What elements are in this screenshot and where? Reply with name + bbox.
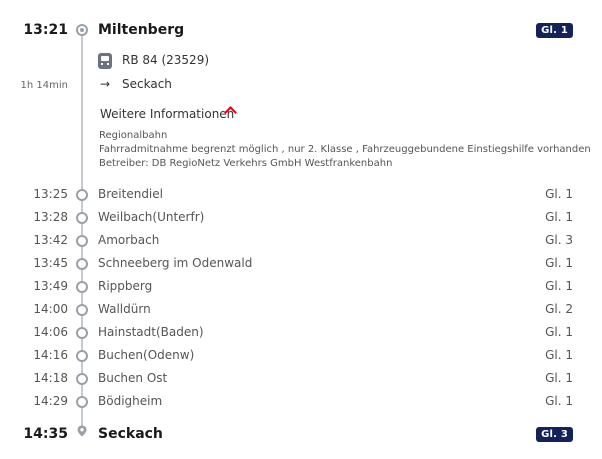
- stop-time: 13:28: [33, 210, 68, 224]
- stop-track: Gl. 2: [545, 302, 573, 316]
- stop-name: Rippberg: [98, 279, 153, 293]
- location-pin-icon: [76, 425, 88, 437]
- destination-station: Seckach: [98, 426, 163, 442]
- stop-track: Gl. 1: [545, 394, 573, 408]
- train-direction: Seckach: [122, 77, 172, 91]
- stop-track: Gl. 1: [545, 256, 573, 270]
- stop-marker: [76, 189, 88, 201]
- stop-time: 14:18: [33, 371, 68, 385]
- info-train-type: Regionalbahn: [99, 130, 168, 141]
- stop-track: Gl. 3: [545, 233, 573, 247]
- stop-track: Gl. 1: [545, 348, 573, 362]
- journey-duration: 1h 14min: [20, 80, 68, 91]
- stop-marker: [76, 235, 88, 247]
- stop-name: Hainstadt(Baden): [98, 325, 204, 339]
- stop-name: Buchen Ost: [98, 371, 168, 385]
- stop-name: Weilbach(Unterfr): [98, 210, 205, 224]
- train-label: RB 84 (23529): [122, 53, 210, 67]
- stop-time: 13:45: [33, 256, 68, 270]
- stop-name: Bödigheim: [98, 394, 163, 408]
- stop-name: Amorbach: [98, 233, 160, 247]
- stop-marker: [76, 327, 88, 339]
- stop-time: 14:06: [33, 325, 68, 339]
- stop-time: 14:16: [33, 348, 68, 362]
- departure-time: 13:21: [23, 22, 68, 38]
- timeline-line: [81, 36, 83, 428]
- stop-marker: [76, 258, 88, 270]
- origin-track-badge: Gl. 1: [536, 23, 573, 38]
- arrival-time: 14:35: [23, 426, 68, 442]
- stop-marker: [76, 212, 88, 224]
- origin-station: Miltenberg: [98, 22, 185, 38]
- stop-track: Gl. 1: [545, 325, 573, 339]
- stop-time: 13:25: [33, 187, 68, 201]
- destination-track-badge: Gl. 3: [536, 427, 573, 442]
- stop-marker: [76, 396, 88, 408]
- train-icon: [98, 53, 112, 69]
- stop-name: Buchen(Odenw): [98, 348, 195, 362]
- arrow-right-icon: →: [100, 77, 111, 91]
- stop-track: Gl. 1: [545, 210, 573, 224]
- stop-marker: [76, 373, 88, 385]
- stop-time: 13:42: [33, 233, 68, 247]
- stop-name: Schneeberg im Odenwald: [98, 256, 253, 270]
- stop-time: 14:00: [33, 302, 68, 316]
- stop-track: Gl. 1: [545, 187, 573, 201]
- stop-marker: [76, 281, 88, 293]
- info-operator: Betreiber: DB RegioNetz Verkehrs GmbH Westfrankenbahn: [99, 158, 393, 169]
- stop-time: 13:49: [33, 279, 68, 293]
- stop-track: Gl. 1: [545, 371, 573, 385]
- more-info-toggle[interactable]: Weitere Informationen: [100, 107, 235, 121]
- stop-track: Gl. 1: [545, 279, 573, 293]
- stop-name: Breitendiel: [98, 187, 163, 201]
- stop-time: 14:29: [33, 394, 68, 408]
- origin-stop-marker: [76, 24, 88, 36]
- stop-marker: [76, 304, 88, 316]
- info-attributes: Fahrradmitnahme begrenzt möglich , nur 2. Klasse , Fahrzeuggebundene Einstiegshilfe vorhanden: [99, 144, 591, 155]
- stop-marker: [76, 350, 88, 362]
- stop-name: Walldürn: [98, 302, 151, 316]
